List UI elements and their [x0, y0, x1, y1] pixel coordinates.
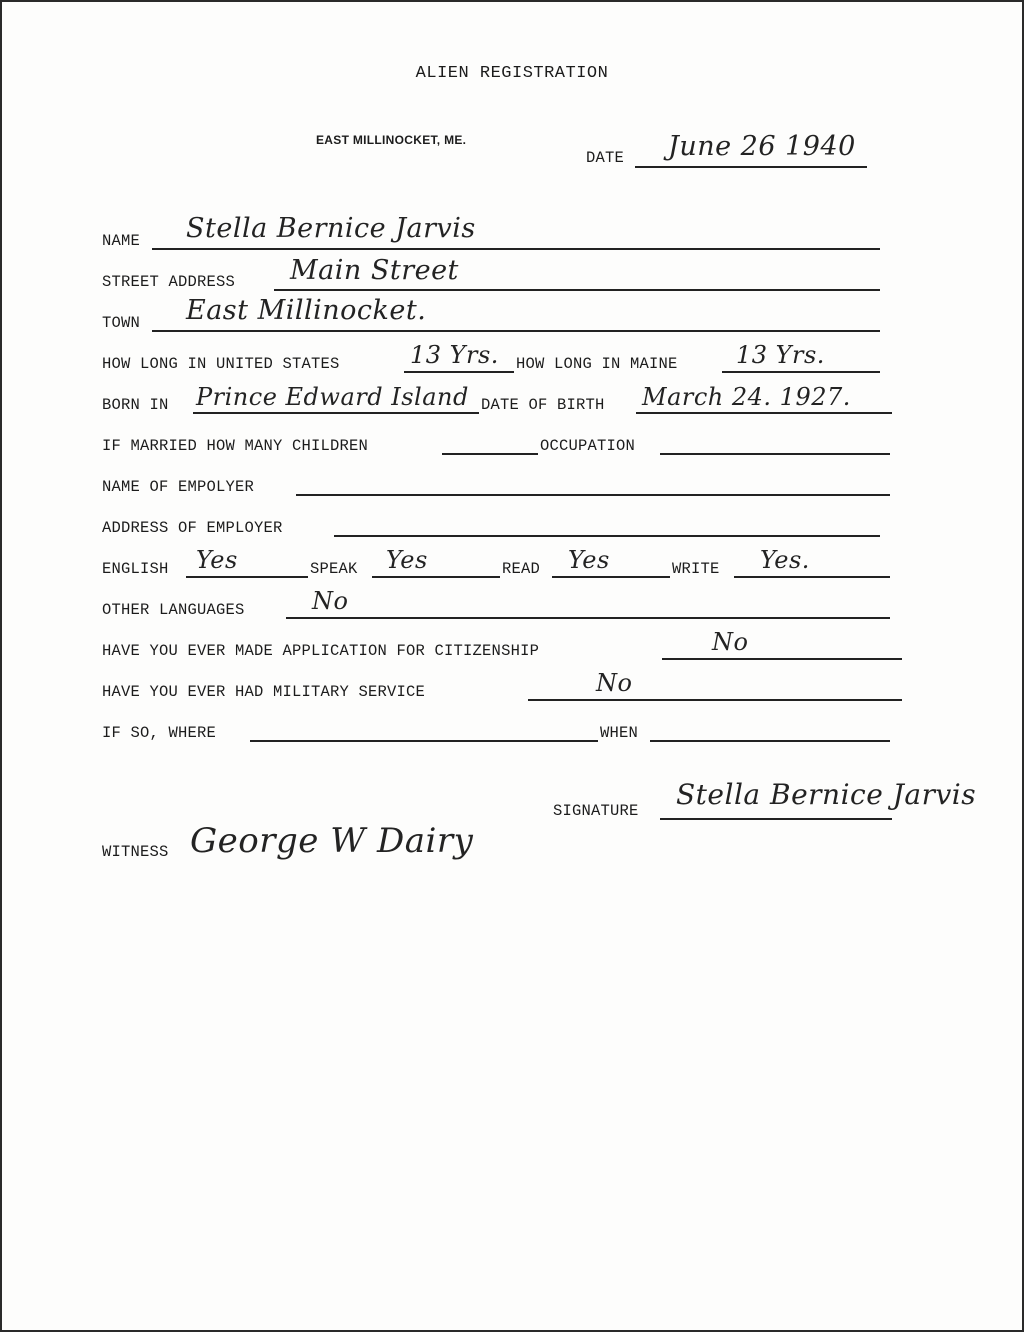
date-value: June 26 1940: [668, 131, 856, 162]
date-of-birth-label: DATE OF BIRTH: [481, 396, 605, 414]
date-of-birth-value: March 24. 1927.: [642, 383, 851, 411]
if-so-where-label: IF SO, WHERE: [102, 724, 217, 742]
english-label: ENGLISH: [102, 560, 169, 578]
speak-label: SPEAK: [310, 560, 358, 578]
when-label: WHEN: [600, 724, 639, 742]
speak-line: [372, 576, 500, 578]
name-value: Stella Bernice Jarvis: [186, 213, 476, 244]
english-value: Yes: [196, 546, 238, 574]
citizenship-label: HAVE YOU EVER MADE APPLICATION FOR CITIZENSHIP: [102, 642, 540, 660]
witness-label: WITNESS: [102, 843, 169, 861]
military-value: No: [596, 669, 633, 697]
write-line: [734, 576, 890, 578]
english-line: [186, 576, 308, 578]
street-address-line: [274, 289, 880, 291]
signature-label: SIGNATURE: [553, 802, 639, 820]
citizenship-line: [662, 658, 902, 660]
born-in-line: [193, 412, 479, 414]
born-in-label: BORN IN: [102, 396, 169, 414]
married-children-line: [442, 453, 538, 455]
military-line: [528, 699, 902, 701]
name-line: [152, 248, 880, 250]
how-long-maine-line: [722, 371, 880, 373]
other-languages-value: No: [312, 587, 349, 615]
write-label: WRITE: [672, 560, 720, 578]
occupation-label: OCCUPATION: [540, 437, 636, 455]
other-languages-line: [286, 617, 890, 619]
date-line: [635, 166, 867, 168]
how-long-us-value: 13 Yrs.: [410, 341, 499, 369]
how-long-us-line: [404, 371, 514, 373]
street-address-value: Main Street: [290, 255, 459, 286]
form-title: ALIEN REGISTRATION: [415, 64, 609, 83]
signature-line: [660, 818, 892, 820]
citizenship-value: No: [712, 628, 749, 656]
name-label: NAME: [102, 232, 141, 250]
occupation-line: [660, 453, 890, 455]
speak-value: Yes: [386, 546, 428, 574]
witness-signature: George W Dairy: [190, 821, 474, 861]
town-value: East Millinocket.: [186, 295, 427, 326]
employer-name-line: [296, 494, 890, 496]
military-label: HAVE YOU EVER HAD MILITARY SERVICE: [102, 683, 426, 701]
write-value: Yes.: [760, 546, 810, 574]
read-line: [552, 576, 670, 578]
employer-address-line: [334, 535, 880, 537]
read-label: READ: [502, 560, 541, 578]
born-in-value: Prince Edward Island: [196, 383, 469, 411]
how-long-maine-label: HOW LONG IN MAINE: [516, 355, 678, 373]
town-label: TOWN: [102, 314, 141, 332]
how-long-us-label: HOW LONG IN UNITED STATES: [102, 355, 340, 373]
street-address-label: STREET ADDRESS: [102, 273, 236, 291]
read-value: Yes: [568, 546, 610, 574]
employer-address-label: ADDRESS OF EMPLOYER: [102, 519, 283, 537]
date-of-birth-line: [636, 412, 892, 414]
signature-value: Stella Bernice Jarvis: [676, 778, 977, 811]
town-stamp: EAST MILLINOCKET, ME.: [316, 133, 467, 147]
when-line: [650, 740, 890, 742]
how-long-maine-value: 13 Yrs.: [736, 341, 825, 369]
married-children-label: IF MARRIED HOW MANY CHILDREN: [102, 437, 369, 455]
employer-name-label: NAME OF EMPOLYER: [102, 478, 255, 496]
town-line: [152, 330, 880, 332]
if-so-where-line: [250, 740, 598, 742]
other-languages-label: OTHER LANGUAGES: [102, 601, 245, 619]
date-label: DATE: [586, 149, 625, 167]
